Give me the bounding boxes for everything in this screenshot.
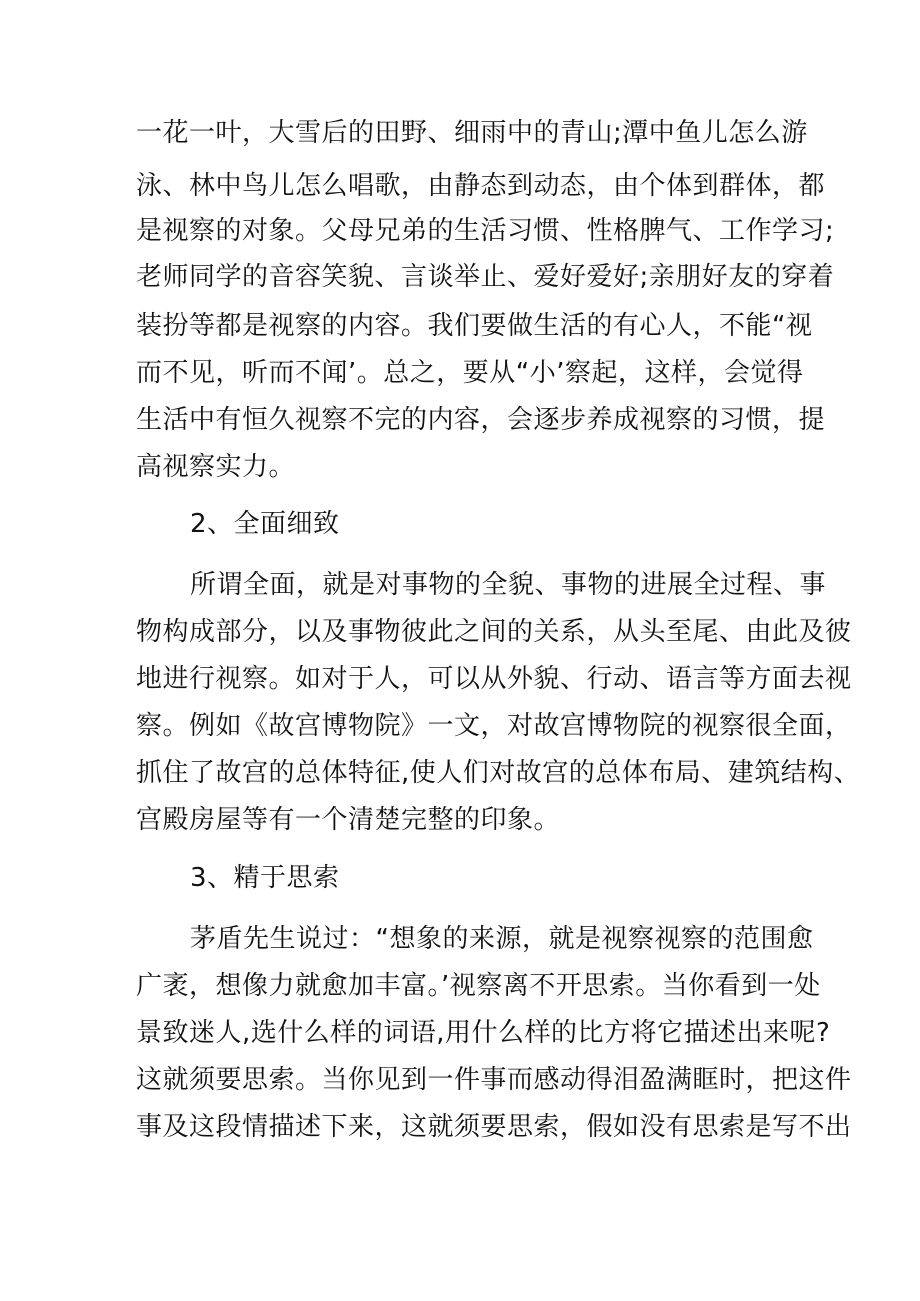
paragraph-2-line: 抓住了故宫的总体特征,使人们对故宫的总体布局、建筑结构、 [136, 758, 861, 788]
paragraph-2-line: 宫殿房屋等有一个清楚完整的印象。 [136, 805, 561, 835]
paragraph-1-line: 老师同学的音容笑貌、言谈举止、爱好爱好;亲朋好友的穿着 [136, 262, 835, 292]
paragraph-3-line: 这就须要思索。当你见到一件事而感动得泪盈满眶时，把这件 [136, 1065, 852, 1095]
paragraph-1-line: 高视察实力。 [136, 452, 296, 482]
paragraph-1-line: 一花一叶，大雪后的田野、细雨中的青山;潭中鱼儿怎么游 [136, 118, 808, 148]
paragraph-3-line: 茅盾先生说过：“想象的来源，就是视察视察的范围愈 [190, 924, 814, 954]
paragraph-2-line: 所谓全面，就是对事物的全貌、事物的进展全过程、事 [190, 570, 827, 600]
paragraph-3-line: 广袤，想像力就愈加丰富。’视察离不开思索。当你看到一处 [136, 971, 821, 1001]
paragraph-1-line: 装扮等都是视察的内容。我们要做生活的有心人，不能“视 [136, 311, 813, 341]
paragraph-1-line: 生活中有恒久视察不完的内容，会逐步养成视察的习惯，提 [136, 405, 826, 435]
section-heading-2: 2、全面细致 [190, 509, 340, 539]
paragraph-3-line: 景致迷人,选什么样的词语,用什么样的比方将它描述出来呢? [136, 1018, 831, 1048]
paragraph-1-line: 泳、林中鸟儿怎么唱歌，由静态到动态，由个体到群体，都 [136, 171, 826, 201]
paragraph-1-line: 是视察的对象。父母兄弟的生活习惯、性格脾气、工作学习; [136, 216, 835, 246]
paragraph-2-line: 物构成部分，以及事物彼此之间的关系，从头至尾、由此及彼 [136, 617, 852, 647]
section-heading-3: 3、精于思索 [190, 863, 340, 893]
paragraph-1-line: 而不见，听而不闻’。总之，要从“小’察起，这样，会觉得 [136, 358, 804, 388]
paragraph-3-line: 事及这段情描述下来，这就须要思索，假如没有思索是写不出 [136, 1112, 852, 1142]
paragraph-2-line: 察。例如《故宫博物院》一文，对故宫博物院的视察很全面， [136, 711, 852, 741]
paragraph-2-line: 地进行视察。如对于人，可以从外貌、行动、语言等方面去视 [136, 664, 852, 694]
